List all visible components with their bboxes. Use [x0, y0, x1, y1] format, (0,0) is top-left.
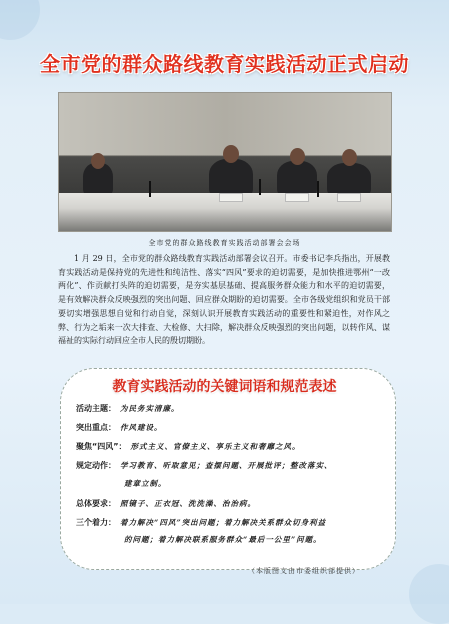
photo-person	[327, 163, 371, 197]
nameplate	[219, 193, 243, 202]
article-body	[58, 252, 390, 348]
article-line: 大排查、大检修、大扫除，解决群众反映强烈的突出问题，以转作风、谋福祉的实	[58, 322, 391, 346]
keyword-value-continuation: 的问题；着力解决联系服务群众“最后一公里”问题。	[124, 535, 322, 544]
keyword-value-continuation: 建章立制。	[124, 479, 167, 488]
photo-person-head	[223, 145, 239, 163]
photo-person	[277, 161, 317, 197]
article-line: 觉，深刻认识开展教育实践活动的重要性和紧迫性，对作风之弊、行为之垢来一次	[58, 308, 390, 332]
keyword-label: 总体要求：	[76, 499, 116, 508]
article-line: 1 月 29 日，全市党的群众路线教育实践活动部署会议召开。市委书记李兵指	[74, 254, 350, 263]
decorative-corner	[0, 0, 40, 40]
keyword-label: 活动主题：	[76, 404, 116, 413]
keyword-row	[76, 498, 256, 509]
decorative-corner	[409, 564, 449, 624]
keyword-value: 形式主义、官僚主义、享乐主义和奢靡之风。	[130, 442, 301, 451]
credit-note: （本版图文由市委组织部提供）	[248, 567, 360, 575]
keyword-row	[76, 460, 333, 471]
keyword-label: 突出重点：	[76, 423, 116, 432]
meeting-photo	[58, 92, 392, 232]
page-title: 全市党的群众路线教育实践活动正式启动	[40, 52, 409, 76]
keyword-row	[76, 422, 163, 433]
article-line: 要，是加快推进鄂州“一改两化”、作贡献打头阵的迫切需要，是夯实基层基础、	[58, 267, 390, 291]
microphone	[259, 179, 261, 195]
keyword-value: 着力解决“四风”突出问题；着力解决关系群众切身利益	[120, 518, 327, 527]
keyword-label: 三个着力：	[76, 518, 116, 527]
keyword-label: 规定动作：	[76, 461, 116, 470]
article-line: 出，开展教育实践活动是保持党的先进性和纯洁性、落实“四风”要求的迫切需	[58, 254, 390, 277]
photo-person-head	[91, 153, 105, 169]
photo-person-head	[290, 148, 305, 165]
keyword-value: 作风建设。	[120, 423, 163, 432]
keyword-row	[76, 441, 301, 452]
nameplate	[285, 193, 309, 202]
article-line: 群众期盼的迫切需要。全市各级党组织和党员干部要切实增强思想自觉和行动自	[58, 295, 391, 318]
keyword-row	[76, 403, 180, 414]
keyword-label: 聚焦“四风”：	[76, 442, 127, 451]
photo-person-head	[342, 149, 357, 166]
article-line: 提高服务群众能力和水平的迫切需要，是有效解决群众反映强烈的突出问题、回应	[58, 281, 391, 305]
photo-person	[209, 159, 253, 197]
nameplate	[337, 193, 361, 202]
microphone	[317, 181, 319, 197]
keyword-value: 照镜子、正衣冠、洗洗澡、治治病。	[120, 499, 256, 508]
keyword-value: 为民务实清廉。	[120, 404, 180, 413]
microphone	[149, 181, 151, 197]
keyword-row	[76, 517, 326, 528]
photo-caption: 全市党的群众路线教育实践活动部署会会场	[148, 239, 301, 247]
keywords-box-title: 教育实践活动的关键词语和规范表述	[112, 379, 337, 395]
photo-wall	[59, 93, 391, 155]
keyword-value: 学习教育、听取意见；查摆问题、开展批评；整改落实、	[120, 461, 333, 470]
article-line: 际行动回应全市人民的殷切期盼。	[90, 336, 210, 346]
